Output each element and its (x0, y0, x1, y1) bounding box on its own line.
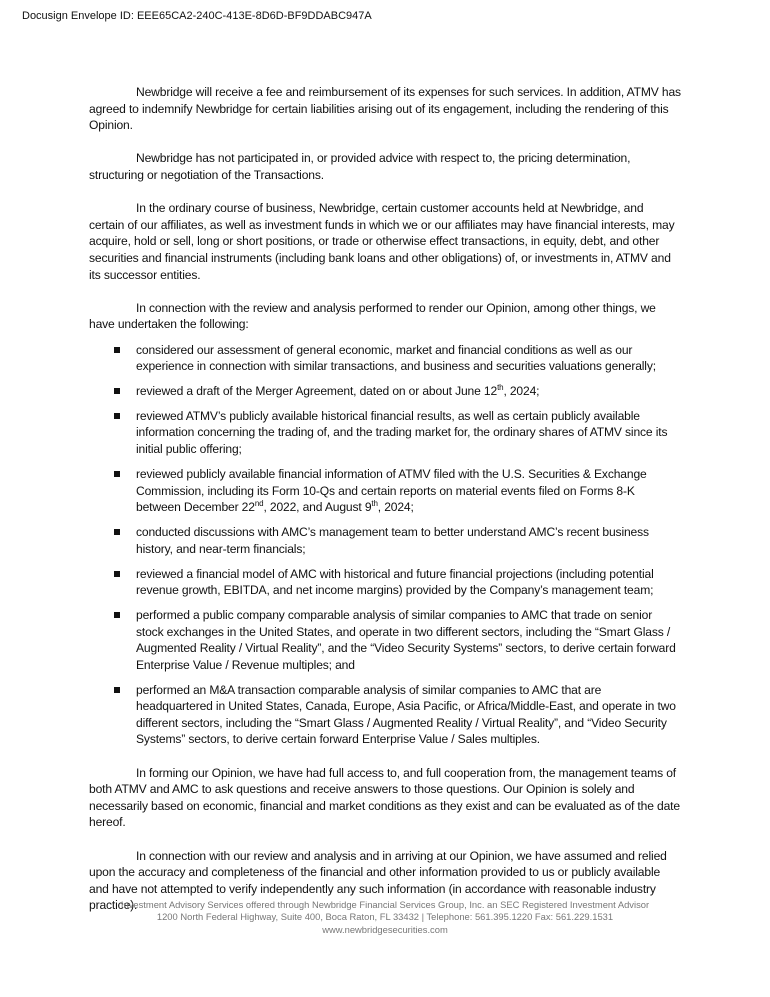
superscript: th (371, 499, 378, 509)
list-item (89, 607, 681, 673)
paragraph-ordinary-course: In the ordinary course of business, Newbridge, certain customer accounts held at Newbridge, and certain of our affiliates, as well as investment funds in which we or our affiliates may have financial interests, may acquire, hold or sell, long or short positions, or trade or otherwise effect transactions, in equity, debt, and other securities and financial instruments (including bank loans and other obligations) of, or investments in, ATMV and its successor entities. (89, 201, 675, 282)
footer-website: www.newbridgesecurities.com (322, 923, 448, 935)
list-item (89, 524, 681, 557)
list-item (89, 342, 681, 375)
bullet-text: , 2024; (377, 500, 414, 515)
bullet-text: reviewed a draft of the Merger Agreement, dated on or about June 12 (136, 383, 498, 398)
bullet-text: reviewed a financial model of AMC with historical and future financial projections (including potential revenue growth, EBITDA, and net income margins) provided by the Company’s management team; (136, 566, 654, 598)
list-item (89, 383, 681, 400)
bullet-icon (114, 413, 120, 419)
paragraph-forming-opinion: In forming our Opinion, we have had full access to, and full cooperation from, the management teams of both ATMV and AMC to ask questions and receive answers to those questions. Our Opinion is solely and necessarily based on economic, financial and market conditions as they exist and can be evaluated as of the date hereof. (89, 765, 680, 830)
bullet-icon (114, 388, 120, 394)
bullet-text: conducted discussions with AMC’s management team to better understand AMC’s recent business history, and near-term financials; (136, 525, 649, 556)
procedures-list (89, 342, 681, 749)
paragraph-no-participation: Newbridge has not participated in, or provided advice with respect to, the pricing determination, structuring or negotiation of the Transactions. (89, 151, 631, 182)
bullet-text: reviewed ATMV’s publicly available historical financial results, as well as certain publicly available information concerning the trading of, and the trading market for, the ordinary shares of ATMV since its initial public offering; (136, 408, 668, 457)
list-item (89, 408, 681, 458)
footer-address: 1200 North Federal Highway, Suite 400, Boca Raton, FL 33432 | Telephone: 561.395.1220 Fax: 561.229.1531 (156, 911, 614, 923)
page-footer (0, 899, 770, 936)
list-item (89, 566, 681, 599)
paragraph-review-intro: In connection with the review and analysis performed to render our Opinion, among other things, we have undertaken the following: (89, 300, 656, 332)
bullet-text: performed a public company comparable analysis of similar companies to AMC that trade on senior stock exchanges in the United States, and operate in two different sectors, including the “Smart Glass / Augmented Reality / Virtual Reality”, and the “Video Security Systems” sectors, to derive certain forward Enterprise Value / Revenue multiples; and (136, 608, 676, 672)
paragraph-fees: Newbridge will receive a fee and reimbursement of its expenses for such services. In addition, ATMV has agreed to indemnify Newbridge for certain liabilities arising out of its engagement, including the rendering of this Opinion. (89, 85, 681, 133)
bullet-icon (114, 347, 120, 353)
bullet-icon (114, 471, 120, 477)
list-item (89, 466, 681, 516)
paragraph-reliance: In connection with our review and analysis and in arriving at our Opinion, we have assumed and relied upon the accuracy and completeness of the financial and other information provided to us or publicly available and have not attempted to verify independently any such information (in accordance with reasonable industry practice). (89, 848, 667, 913)
bullet-icon (114, 529, 120, 535)
bullet-text: considered our assessment of general economic, market and financial conditions as well as our experience in connection with similar transactions, and business and securities valuations generally; (136, 342, 656, 374)
document-body (89, 84, 681, 931)
bullet-text: , 2022, and August 9 (263, 500, 372, 515)
bullet-text: reviewed publicly available financial information of ATMV filed with the U.S. Securities & Exchange Commission, including its Form 10-Qs and certain reports on material events filed on Forms 8-K between December 22 (136, 466, 647, 515)
list-item (89, 682, 681, 748)
bullet-icon (114, 612, 120, 618)
superscript: nd (254, 499, 264, 509)
bullet-icon (114, 571, 120, 577)
footer-advisory: Investment Advisory Services offered through Newbridge Financial Services Group, Inc. an SEC Registered Investment Advisor (120, 899, 650, 910)
bullet-text: , 2024; (503, 383, 540, 398)
bullet-icon (114, 687, 120, 693)
superscript: th (497, 382, 504, 392)
envelope-id: Docusign Envelope ID: EEE65CA2-240C-413E-8D6D-BF9DDABC947A (22, 10, 372, 22)
bullet-text: performed an M&A transaction comparable analysis of similar companies to AMC that are headquartered in United States, Canada, Europe, Asia Pacific, or Africa/Middle-East, and operate in two different sectors, including the “Smart Glass / Augmented Reality / Virtual Reality”, and “Video Security Systems” sectors, to derive certain forward Enterprise Value / Sales multiples. (136, 682, 676, 747)
